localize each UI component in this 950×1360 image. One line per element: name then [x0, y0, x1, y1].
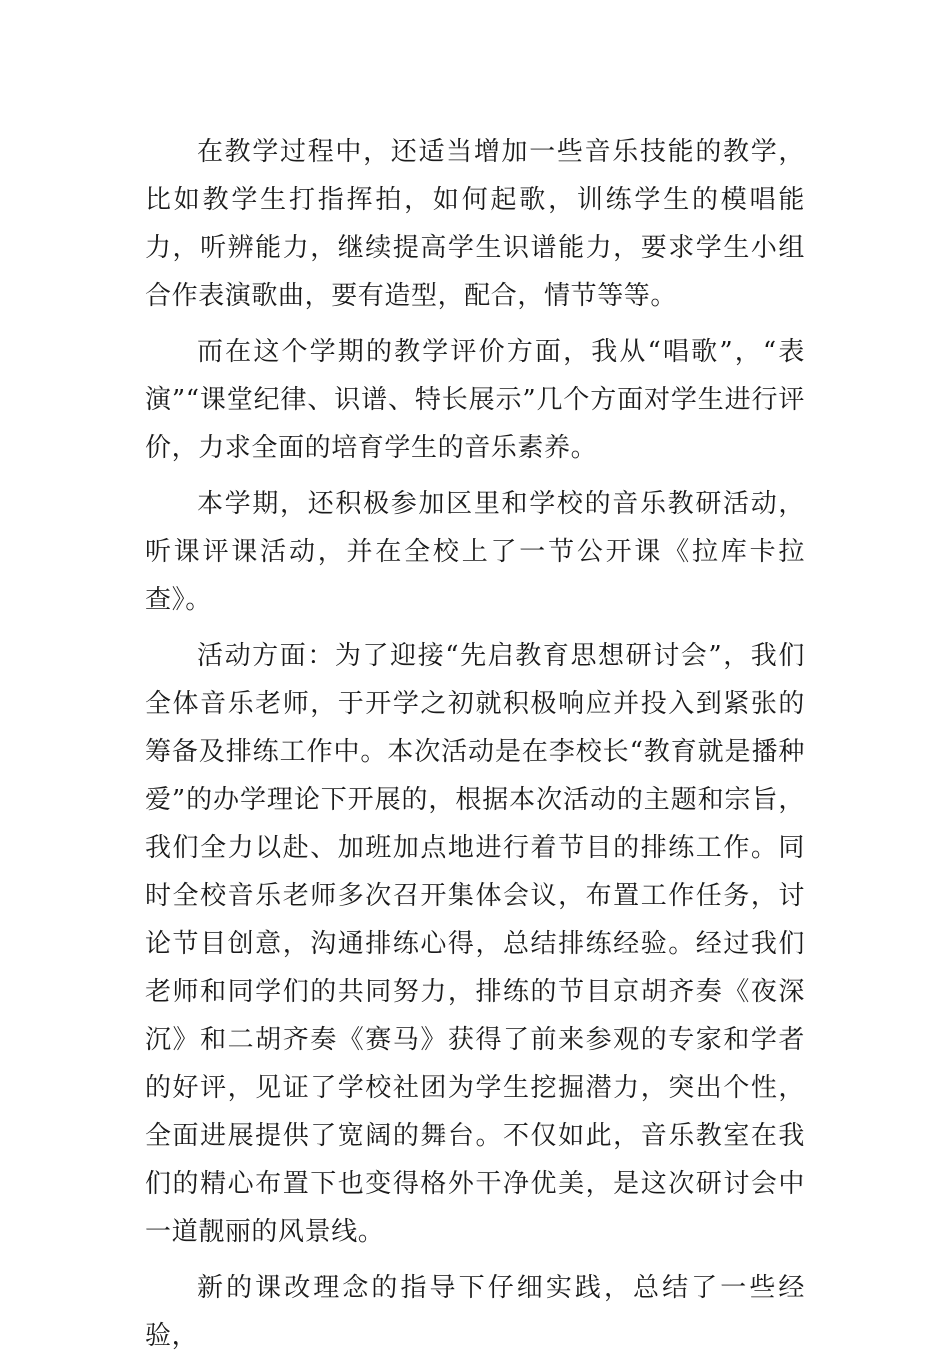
paragraph-curriculum-reform: 新的课改理念的指导下仔细实践，总结了一些经验，	[145, 1273, 805, 1351]
paragraph-evaluation: 而在这个学期的教学评价方面，我从“唱歌”，“表演”“课堂纪律、识谱、特长展示”几个方面对学生进行评价，力求全面的培育学生的音乐素养。	[145, 337, 805, 463]
paragraph-events: 活动方面：为了迎接“先启教育思想研讨会”，我们全体音乐老师，于开学之初就积极响应并投入到紧张的筹备及排练工作中。本次活动是在李校长“教育就是播种爱”的办学理论下开展的，根据本次活动的主题和宗旨，我们全力以赴、加班加点地进行着节目的排练工作。同时全校音乐老师多次召开集体会议，布置工作任务，讨论节目创意，沟通排练心得，总结排练经验。经过我们老师和同学们的共同努力，排练的节目京胡齐奏《夜深沉》和二胡齐奏《赛马》获得了前来参观的专家和学者的好评，见证了学校社团为学生挖掘潜力，突出个性，全面进展提供了宽阔的舞台。不仅如此，音乐教室在我们的精心布置下也变得格外干净优美，是这次研讨会中一道靓丽的风景线。	[145, 641, 805, 1247]
paragraph-skills-teaching: 在教学过程中，还适当增加一些音乐技能的教学，比如教学生打指挥拍，如何起歌，训练学生的模唱能力，听辨能力，继续提高学生识谱能力，要求学生小组合作表演歌曲，要有造型，配合，情节等等。	[145, 137, 805, 311]
document-body	[145, 128, 805, 1360]
paragraph-research-activities: 本学期，还积极参加区里和学校的音乐教研活动，听课评课活动，并在全校上了一节公开课《拉库卡拉查》。	[145, 489, 805, 615]
